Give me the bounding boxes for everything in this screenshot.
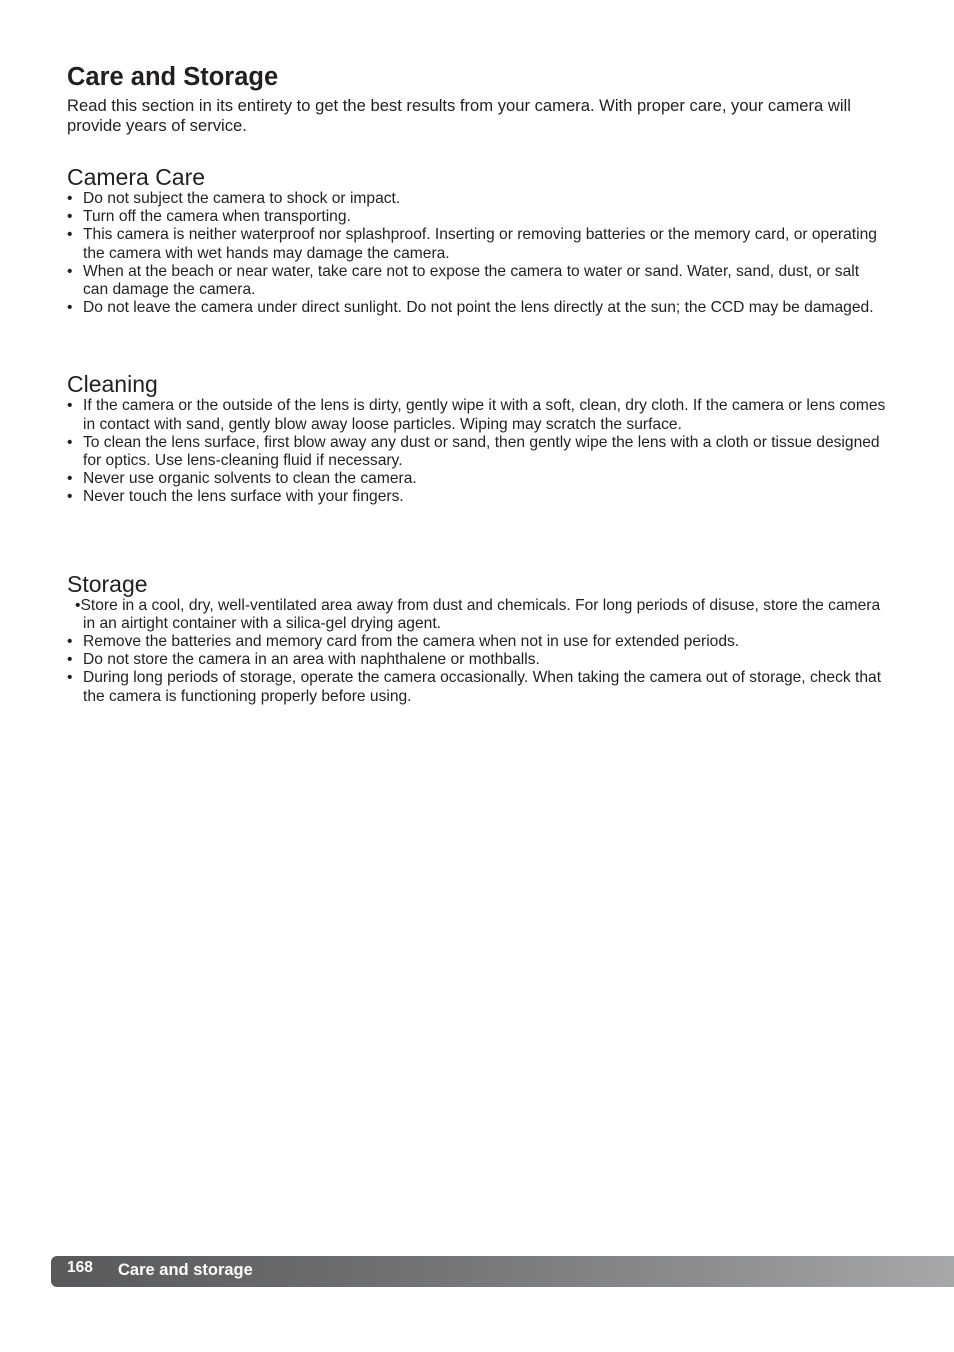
bullet-icon: • bbox=[67, 190, 73, 207]
storage-heading: Storage bbox=[67, 570, 148, 597]
list-item-text: Never use organic solvents to clean the camera. bbox=[83, 470, 417, 488]
list-item bbox=[67, 651, 887, 669]
list-item bbox=[67, 633, 887, 651]
storage-list bbox=[67, 597, 887, 706]
footer-section-label: Care and storage bbox=[118, 1261, 253, 1279]
list-item bbox=[67, 488, 887, 506]
list-item bbox=[67, 226, 887, 262]
list-item-text: This camera is neither waterproof nor splashproof. Inserting or removing batteries or the memory card, or operating the camera with wet hands may damage the camera. bbox=[83, 226, 877, 262]
cleaning-heading: Cleaning bbox=[67, 371, 158, 398]
list-item-text: Do not leave the camera under direct sunlight. Do not point the lens directly at the sun; the CCD may be damaged. bbox=[83, 299, 874, 317]
bullet-icon: • bbox=[67, 262, 73, 280]
list-item-text: During long periods of storage, operate the camera occasionally. When taking the camera out of storage, check that the camera is functioning properly before using. bbox=[83, 669, 882, 705]
list-item-text: Turn off the camera when transporting. bbox=[83, 208, 351, 226]
list-item-text: Remove the batteries and memory card from the camera when not in use for extended periods. bbox=[83, 633, 740, 651]
list-item-text: Store in a cool, dry, well-ventilated area away from dust and chemicals. For long periods of disuse, store the camera in an airtight container with a silica-gel drying agent. bbox=[80, 596, 881, 632]
bullet-icon: • bbox=[67, 433, 73, 451]
page-number: 168 bbox=[67, 1259, 93, 1276]
list-item bbox=[67, 434, 887, 470]
list-item bbox=[67, 397, 887, 433]
list-item-text: When at the beach or near water, take care not to expose the camera to water or sand. Water, sand, dust, or salt can damage the camera. bbox=[83, 262, 860, 299]
list-item-text: To clean the lens surface, first blow away any dust or sand, then gently wipe the lens with a cloth or tissue designed for optics. Use lens-cleaning fluid if necessary. bbox=[83, 433, 880, 470]
list-item-text: Do not subject the camera to shock or impact. bbox=[83, 190, 401, 207]
list-item bbox=[67, 299, 887, 317]
list-item bbox=[67, 669, 887, 705]
page-content bbox=[67, 58, 887, 706]
camera-care-list bbox=[67, 190, 887, 317]
bullet-icon: • bbox=[67, 633, 73, 651]
list-item-text: Do not store the camera in an area with naphthalene or mothballs. bbox=[83, 651, 540, 669]
page-title: Care and Storage bbox=[67, 63, 279, 91]
list-item bbox=[67, 190, 887, 208]
list-item bbox=[67, 208, 887, 226]
cleaning-list bbox=[67, 397, 887, 506]
camera-care-heading: Camera Care bbox=[67, 164, 206, 190]
bullet-icon: • bbox=[67, 470, 73, 488]
list-item bbox=[67, 263, 887, 299]
intro-paragraph: Read this section in its entirety to get the best results from your camera. With proper care, your camera will provide years of service. bbox=[67, 96, 851, 135]
list-item-text: Never touch the lens surface with your fingers. bbox=[83, 488, 404, 506]
footer-bar bbox=[51, 1256, 954, 1287]
bullet-icon: • bbox=[67, 226, 73, 244]
list-item bbox=[67, 470, 887, 488]
bullet-icon: • bbox=[67, 669, 73, 687]
list-item bbox=[67, 597, 887, 633]
bullet-icon: • bbox=[67, 299, 73, 317]
bullet-icon: • bbox=[67, 651, 73, 669]
bullet-icon: • bbox=[67, 488, 73, 506]
bullet-icon: • bbox=[75, 596, 81, 614]
bullet-icon: • bbox=[67, 208, 73, 226]
bullet-icon: • bbox=[67, 397, 73, 415]
list-item-text: If the camera or the outside of the lens is dirty, gently wipe it with a soft, clean, dry cloth. If the camera or lens comes in contact with sand, gently blow away loose particles. Wiping may scratch the surface. bbox=[83, 397, 886, 433]
